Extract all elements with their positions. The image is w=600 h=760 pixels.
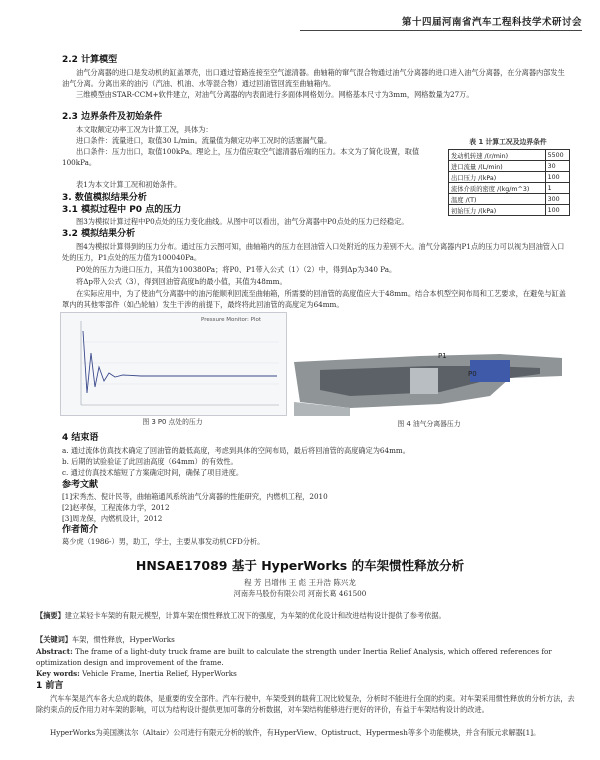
conclusion-a: a. 通过流体仿真技术确定了回油管的最低高度，考虑到具体的空间布局，最后将回油管的高度确定为64mm。 xyxy=(62,446,410,455)
table-row: 流体介质的密度 /(kg/m^3) 1 xyxy=(449,183,570,194)
section-3-2-p4: 在实际应用中，为了使油气分离器中的油污能顺利回流至曲轴箱，所需要的回油管的高度值应大于48mm。结合本机型空间布局和工艺要求，在避免与缸盖罩内的其他零部件（如凸轮轴）发生干涉的前提下，最终将此回油管的高度定为64mm。 xyxy=(62,289,566,309)
header-rule xyxy=(300,30,582,31)
section-2-2-p2: 三维模型由STAR-CCM+软件建立，对油气分离器的内表面进行多面体网格划分。网格基本尺寸为3mm，网格数量为27万。 xyxy=(76,90,474,99)
section-2-2-p1: 油气分离器的进口是发动机的缸盖罩壳，出口通过管路连接至空气滤清器。曲轴箱的窜气混合物通过油气分离器的进口进入油气分离器，在分离器内部发生油气分离。分离出来的油污（汽油、机油、水等混合物）通过回油管回流至曲轴箱内。 xyxy=(62,68,565,88)
reference-2: [2]赵孝保，工程流体力学，2012 xyxy=(62,503,170,512)
conference-header: 第十四届河南省汽车工程科技学术研讨会 xyxy=(401,17,582,28)
section-2-3-heading: 2.3 边界条件及初始条件 xyxy=(62,112,163,122)
table-row: 出口压力 /(kPa) 100 xyxy=(449,172,570,183)
section-3-heading: 3. 数值模拟结果分析 xyxy=(62,193,147,203)
keywords-en-text: Vehicle Frame, Inertia Relief, HyperWorks xyxy=(82,669,237,678)
table-row: 进口流量 /(L/min) 30 xyxy=(449,161,570,172)
author-intro-text: 葛少虎（1986-）男，助工，学士，主要从事发动机CFD分析。 xyxy=(62,537,265,546)
conclusion-c: c. 通过仿真技术缩短了方案确定时间，确保了项目进度。 xyxy=(62,468,244,477)
section-3-1-p: 图3为模拟计算过程中P0点处的压力变化曲线。从图中可以看出，油气分离器中P0点处的压力已经稳定。 xyxy=(76,217,409,226)
paper-2-title: HNSAE17089 基于 HyperWorks 的车架惯性释放分析 xyxy=(135,558,465,573)
figure-3-caption: 图 3 P0 点处的压力 xyxy=(142,418,203,426)
paper-2-authors: 程 芳 吕增伟 王 彪 王升浩 陈兴龙 xyxy=(244,578,356,587)
section-2-3-p4: 表1为本文计算工况和初始条件。 xyxy=(76,180,182,189)
section-3-2-p1: 图4为模拟计算得到的压力分布。通过压力云图可知，曲轴箱内的压力在回油管入口处附近的压力差别不大。油气分离器内P1点的压力可以视为回油管入口处的压力，P1点处的压力值为100040Pa。 xyxy=(62,242,565,262)
paper-2-abstract-en xyxy=(36,646,576,668)
table-row: 初始压力 /(kPa) 100 xyxy=(449,205,570,216)
table-row: 发动机转速 /(r/min) 5500 xyxy=(449,150,570,161)
plot-legend: Pressure Monitor: Plot xyxy=(201,317,262,323)
paper-2-intro-p2: HyperWorks为美国澳汰尔（Altair）公司进行有限元分析的软件，有HyperView、Optistruct、Hypermesh等多个功能模块，并含有版元求解器[1]。 xyxy=(50,728,541,737)
references-heading: 参考文献 xyxy=(62,480,99,490)
figure-4-contour xyxy=(290,346,568,416)
table-1-caption: 表 1 计算工况及边界条件 xyxy=(469,138,547,146)
table-row: 温度 /(T) 300 xyxy=(449,194,570,205)
keywords-text: 车架，惯性释放，HyperWorks xyxy=(71,635,175,644)
abstract-en-label: Abstract: xyxy=(36,647,73,656)
keywords-en-label: Key words: xyxy=(36,669,80,678)
figure-4-caption: 图 4 油气分离器压力 xyxy=(397,420,461,428)
paper-2-abstract xyxy=(36,610,576,621)
abstract-text: 建立某轻卡车架的有限元模型，计算车架在惯性释放工况下的强度，为车架的优化设计和改进结构设计提供了参考依据。 xyxy=(64,611,446,620)
section-2-3-p1: 本文取额定功率工况为计算工况，具体为： xyxy=(76,125,213,134)
author-intro-heading: 作者简介 xyxy=(62,525,99,535)
section-3-2-p2: P0处的压力为进口压力，其值为100380Pa；将P0、P1带入公式（1）（2）中，得到Δp为340 Pa。 xyxy=(76,265,397,274)
label-p1: P1 xyxy=(438,352,447,360)
section-2-3-p3: 出口条件：压力出口，取值100kPa。理论上，压力值应取空气滤清器后端的压力。本文为了简化设置，取值100kPa。 xyxy=(62,147,420,167)
section-4-heading: 4 结束语 xyxy=(62,433,99,443)
figure-3-plot xyxy=(60,312,287,416)
reference-1: [1]宋秀杰、倪计民等，曲轴箱通风系统油气分离器的性能研究，内燃机工程，2010 xyxy=(62,492,328,501)
paper-2-keywords xyxy=(36,634,576,645)
section-3-2-heading: 3.2 模拟结果分析 xyxy=(62,229,136,239)
reference-3: [3]周龙保，内燃机设计，2012 xyxy=(62,514,163,523)
section-2-2-heading: 2.2 计算模型 xyxy=(62,55,118,65)
abstract-en-text: The frame of a light-duty truck frame are built to calculate the strength under Inertia Relief Analysis, which offered references for optimization design and improvement of the frame. xyxy=(36,647,552,667)
section-3-1-heading: 3.1 模拟过程中 P0 点的压力 xyxy=(62,205,182,215)
label-p0: P0 xyxy=(468,370,477,378)
paper-2-intro-p1: 汽车车架是汽车各大总成的载体，是重要的安全部件。汽车行驶中，车架受到的载荷工况比较复杂，分析时不能进行全面的约束。对车架采用惯性释放的分析方法，去除约束点的反作用力对车架的影响，可以为结构设计提供更加可靠的分析数据，对车架结构能够进行更好的评价，有益于车架结构设计的改进。 xyxy=(36,694,575,714)
table-1 xyxy=(448,149,570,216)
pressure-monitor-chart xyxy=(61,313,286,415)
section-3-2-p3: 将Δp带入公式（3），得到回油管高度h的最小值，其值为48mm。 xyxy=(76,277,287,286)
conclusion-b: b. 后期的试验验证了此回油高度（64mm）的有效性。 xyxy=(62,457,238,466)
abstract-label: 【摘要】 xyxy=(36,611,65,620)
section-2-3-p2: 进口条件：流量进口，取值30 L/min。流量值为额定功率工况时的活塞漏气量。 xyxy=(76,136,332,145)
paper-2-affiliation: 河南奔马股份有限公司 河南长葛 461500 xyxy=(233,589,367,598)
keywords-label: 【关键词】 xyxy=(36,635,72,644)
paper-2-keywords-en xyxy=(36,668,576,679)
pressure-curve xyxy=(83,331,277,393)
paper-2-intro-heading: 1 前言 xyxy=(36,681,64,691)
